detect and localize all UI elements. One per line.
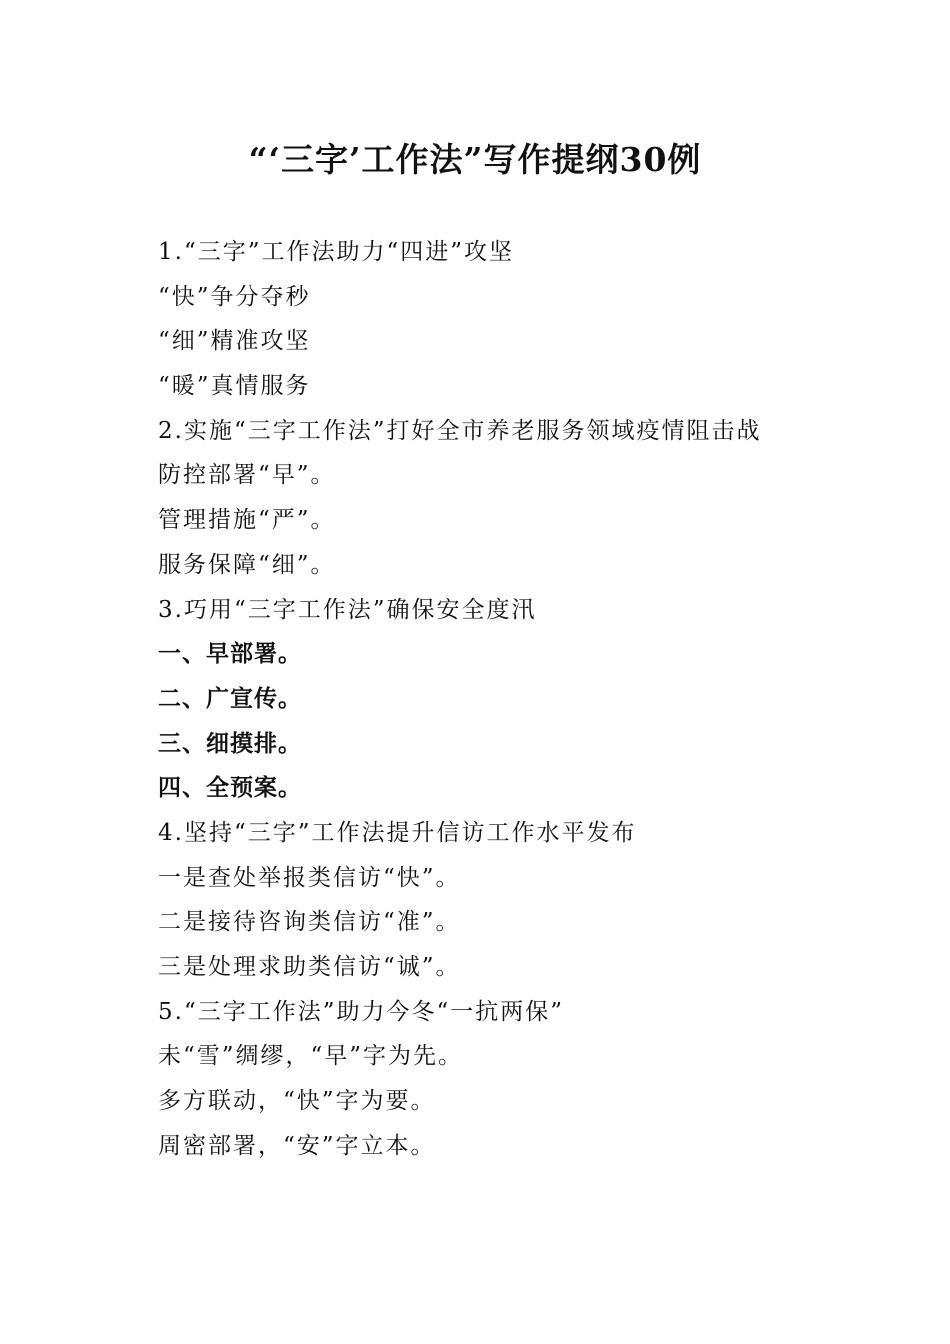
- outline-line: 多方联动，“快”字为要。: [158, 1088, 436, 1115]
- outline-line: “暖”真情服务: [158, 373, 311, 400]
- outline-line: 一、早部署。: [158, 641, 302, 668]
- outline-line: 5.“三字工作法”助力今冬“一抗两保”: [158, 998, 564, 1025]
- outline-line: 二、广宣传。: [158, 685, 302, 712]
- outline-line: 防控部署“早”。: [158, 462, 336, 489]
- outline-line: 周密部署，“安”字立本。: [158, 1132, 436, 1159]
- outline-line: 二是接待咨询类信访“准”。: [158, 909, 461, 936]
- outline-line: 三、细摸排。: [158, 730, 302, 757]
- outline-line: “细”精准攻坚: [158, 328, 311, 355]
- outline-line: 1.“三字”工作法助力“四进”攻坚: [158, 239, 514, 265]
- document-title: “‘三字’工作法”写作提纲30例: [248, 140, 702, 179]
- outline-line: 服务保障“细”。: [158, 551, 336, 578]
- outline-line: 2.实施“三字工作法”打好全市养老服务领域疫情阻击战: [158, 417, 762, 444]
- document-body: [158, 230, 878, 1168]
- outline-line: 管理措施“严”。: [158, 507, 336, 534]
- outline-line: 未“雪”绸缪，“早”字为先。: [158, 1043, 464, 1070]
- outline-line: 三是处理求助类信访“诚”。: [158, 954, 461, 980]
- outline-line: 四、全预案。: [158, 775, 302, 802]
- outline-line: “快”争分夺秒: [158, 283, 311, 310]
- outline-line: 一是查处举报类信访“快”。: [158, 864, 461, 891]
- outline-line: 3.巧用“三字工作法”确保安全度汛: [158, 596, 537, 623]
- outline-line: 4.坚持“三字”工作法提升信访工作水平发布: [158, 819, 637, 846]
